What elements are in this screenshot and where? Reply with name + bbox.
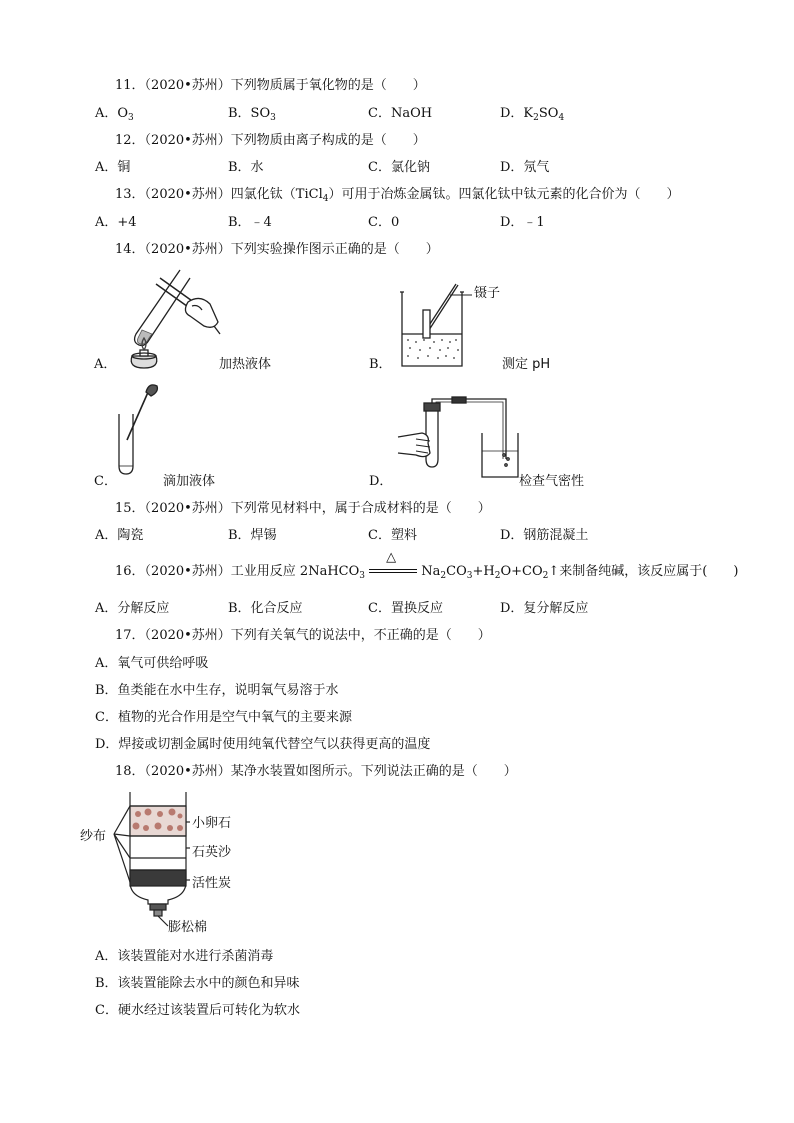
q13-option-d: D．﹣1 [500, 215, 545, 230]
q16-option-d: D．复分解反应 [500, 601, 589, 616]
question-15-stem: 15．（2020•苏州）下列常见材料中，属于合成材料的是（ ） [115, 501, 491, 516]
gauze-label: 纱布 [80, 829, 107, 844]
q18-option-c: C．硬水经过该装置后可转化为软水 [95, 1003, 300, 1018]
question-12-stem: 12．（2020•苏州）下列物质由离子构成的是（ ） [115, 133, 426, 148]
q14-option-d-caption: 检查气密性 [519, 474, 585, 489]
q16-option-a: A．分解反应 [95, 601, 170, 616]
question-16-stem: 16．（2020•苏州）工业用反应 2NaHCO$_3$ △ $Na_2CO_3+H_2O+CO_2↑$来制备纯碱，该反应属于( ) [115, 549, 739, 581]
question-17-stem: 17．（2020•苏州）下列有关氧气的说法中，不正确的是（ ） [115, 628, 491, 643]
q14-option-c-caption: 滴加液体 [163, 474, 216, 489]
q12-option-a: A．铜 [95, 160, 131, 175]
q14-option-b-letter: B． [369, 357, 392, 372]
air-tightness-figure [396, 393, 526, 479]
q14-option-d-letter: D． [369, 474, 393, 489]
q15-option-d: D．钢筋混凝土 [500, 528, 589, 543]
question-18-stem: 18．（2020•苏州）某净水装置如图所示。下列说法正确的是（ ） [115, 764, 517, 779]
q15-option-c: C．塑料 [368, 528, 417, 543]
q14-option-c-letter: C． [94, 474, 117, 489]
q12-option-b: B．水 [228, 160, 264, 175]
quartz-sand-label: 石英沙 [192, 845, 232, 860]
question-14-stem: 14．（2020•苏州）下列实验操作图示正确的是（ ） [115, 242, 439, 257]
q14-option-a-letter: A． [94, 357, 117, 372]
activated-carbon-label: 活性炭 [192, 876, 232, 891]
q17-option-a: A．氧气可供给呼吸 [95, 656, 209, 671]
equals-line-top [369, 569, 417, 570]
q11-option-b: B．$SO_3$ [228, 106, 276, 123]
cotton-label: 膨松棉 [168, 920, 208, 935]
q15-option-b: B．焊锡 [228, 528, 277, 543]
q18-option-a: A．该装置能对水进行杀菌消毒 [95, 949, 274, 964]
q11-option-d: D．$K_2SO_4$ [500, 106, 565, 123]
q11-option-a: A．$O_3$ [95, 106, 134, 123]
tweezers-pointer-line [450, 293, 474, 297]
q17-option-b: B．鱼类能在水中生存，说明氧气易溶于水 [95, 683, 339, 698]
q14-option-a-caption: 加热液体 [219, 357, 272, 372]
q15-option-a: A．陶瓷 [95, 528, 144, 543]
q18-option-b: B．该装置能除去水中的颜色和异味 [95, 976, 300, 991]
pebble-label: 小卵石 [192, 816, 232, 831]
q13-option-a: A．+4 [95, 215, 137, 230]
q13-option-b: B．﹣4 [228, 215, 272, 230]
q12-option-c: C．氯化钠 [368, 160, 430, 175]
heating-liquid-figure [118, 264, 228, 374]
dropping-liquid-figure [115, 380, 165, 480]
q13-option-c: C．0 [368, 215, 400, 230]
q14-option-b-caption: 测定 pH [502, 357, 551, 372]
question-13-stem: 13．（2020•苏州）四氯化钛（TiCl$_4$）可用于冶炼金属钛。四氯化钛中钛元素的化合价为（ ） [115, 187, 680, 204]
tweezers-label: 镊子 [474, 286, 501, 301]
equals-line-bottom [369, 572, 417, 573]
q12-option-d: D．氖气 [500, 160, 550, 175]
q16-option-b: B．化合反应 [228, 601, 303, 616]
reaction-condition-arrow [369, 549, 417, 578]
q17-option-c: C．植物的光合作用是空气中氧气的主要来源 [95, 710, 352, 725]
q11-option-c: C．NaOH [368, 106, 433, 121]
heat-symbol: △ [386, 549, 397, 565]
q16-option-c: C．置换反应 [368, 601, 443, 616]
water-purifier-figure [108, 790, 218, 940]
question-11-stem: 11．（2020•苏州）下列物质属于氧化物的是（ ） [115, 78, 426, 93]
q17-option-d: D．焊接或切割金属时使用纯氧代替空气以获得更高的温度 [95, 737, 431, 752]
